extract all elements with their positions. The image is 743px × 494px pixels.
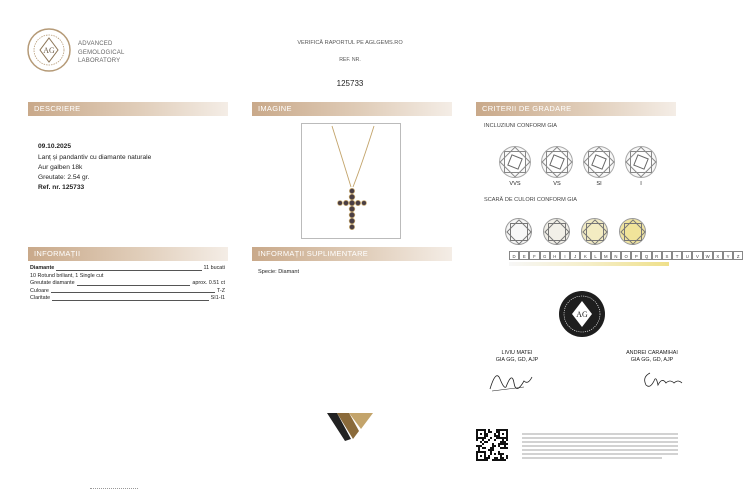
- report-date: 09.10.2025: [38, 143, 72, 150]
- section-imagine: IMAGINE: [252, 102, 452, 116]
- item-description: Lanț și pandantiv cu diamante naturale: [38, 154, 152, 161]
- inclusions-title: INCLUZIUNI CONFORM GIA: [484, 123, 558, 129]
- leader-line: [56, 270, 201, 271]
- info-row: [30, 265, 225, 273]
- metal-type: Aur galben 18k: [38, 164, 83, 171]
- description-block: [38, 142, 151, 192]
- info-row: [30, 273, 225, 281]
- color-grade: F: [529, 251, 539, 260]
- section-informatii: INFORMAȚII: [28, 247, 228, 261]
- verify-text[interactable]: VERIFICĂ RAPORTUL PE AGLGEMS.RO: [297, 40, 403, 46]
- info-row: [30, 295, 225, 303]
- leader-line: [51, 292, 215, 293]
- inclusion-si: SI: [583, 146, 615, 187]
- color-scale: [509, 251, 743, 260]
- signature-right-name: ANDREI CARAMIHAI: [626, 350, 678, 356]
- footer-microprint: [90, 488, 138, 490]
- info-table: [30, 265, 225, 303]
- signature-right-title: GIA GG, GD, AJP: [630, 357, 674, 363]
- color-gem-diagrams: [505, 218, 646, 245]
- inclusion-vs: VS: [541, 146, 573, 187]
- color-scale-title: SCARĂ DE CULORI CONFORM GIA: [484, 197, 577, 203]
- svg-text:AG: AG: [43, 46, 55, 55]
- color-gem-s: [619, 218, 646, 245]
- color-grade: K: [580, 251, 590, 260]
- section-informatii-sup: INFORMAȚII SUPLIMENTARE: [252, 247, 452, 261]
- color-grade: O: [621, 251, 631, 260]
- ref-number: 125733: [336, 79, 364, 88]
- color-grade: Y: [723, 251, 733, 260]
- color-grade: G: [540, 251, 550, 260]
- disclaimer-text: [522, 432, 678, 462]
- color-gem-h: [543, 218, 570, 245]
- species: Specie: Diamant: [258, 269, 300, 275]
- lab-name: ADVANCED GEMOLOGICAL LABORATORY: [78, 41, 125, 64]
- color-grade: L: [591, 251, 601, 260]
- brand-logo: [327, 409, 373, 443]
- leader-line: [52, 300, 209, 301]
- color-grade: R: [652, 251, 662, 260]
- info-row: [30, 280, 225, 288]
- info-label: Claritate: [30, 295, 51, 302]
- color-grade: T: [672, 251, 682, 260]
- signature-left-title: GIA GG, GD, AJP: [495, 357, 539, 363]
- jewelry-photo: [301, 123, 401, 239]
- inclusion-vvs: VVS: [499, 146, 531, 187]
- color-grade: D: [509, 251, 519, 260]
- weight: Greutate: 2.54 gr.: [38, 174, 90, 181]
- info-value: T-Z: [216, 287, 225, 294]
- color-gem-m: [581, 218, 608, 245]
- info-label: Greutate diamante: [30, 280, 75, 287]
- color-gem-d: [505, 218, 532, 245]
- ag-seal: [558, 290, 606, 338]
- color-grade: S: [662, 251, 672, 260]
- color-grade: U: [682, 251, 692, 260]
- color-scale-bar: [509, 262, 669, 266]
- info-value: SI1-I1: [210, 295, 225, 302]
- svg-text:AG: AG: [576, 310, 588, 319]
- lab-seal: [27, 28, 71, 72]
- color-grade: W: [703, 251, 713, 260]
- color-grade: I: [560, 251, 570, 260]
- color-grade: Q: [641, 251, 651, 260]
- section-criterii: CRITERII DE GRADARE: [476, 102, 676, 116]
- signature-left-name: LIVIU MATEI: [501, 350, 533, 356]
- inclusion-i: I: [625, 146, 657, 187]
- section-descriere: DESCRIERE: [28, 102, 228, 116]
- info-label: Culoare: [30, 287, 49, 294]
- info-value: 11 bucati: [203, 265, 225, 271]
- info-row: [30, 288, 225, 296]
- color-grade: Z: [733, 251, 743, 260]
- info-value: aprox. 0.51 ct: [192, 280, 225, 287]
- info-label: Diamante: [30, 265, 55, 271]
- info-label: 10 Rotund briliant, 1 Single cut: [30, 272, 104, 279]
- ref-nr: Ref. nr. 125733: [38, 184, 85, 191]
- signature-right: [640, 367, 685, 392]
- leader-line: [77, 285, 191, 286]
- color-grade: P: [631, 251, 641, 260]
- signature-left: [484, 365, 534, 395]
- color-grade: X: [713, 251, 723, 260]
- color-grade: V: [692, 251, 702, 260]
- color-grade: J: [570, 251, 580, 260]
- ref-label: REF. NR.: [339, 57, 361, 63]
- inclusion-diagrams: [499, 146, 657, 187]
- color-grade: M: [601, 251, 611, 260]
- qr-code[interactable]: [476, 429, 508, 461]
- color-grade: N: [611, 251, 621, 260]
- color-grade: H: [550, 251, 560, 260]
- color-grade: E: [519, 251, 529, 260]
